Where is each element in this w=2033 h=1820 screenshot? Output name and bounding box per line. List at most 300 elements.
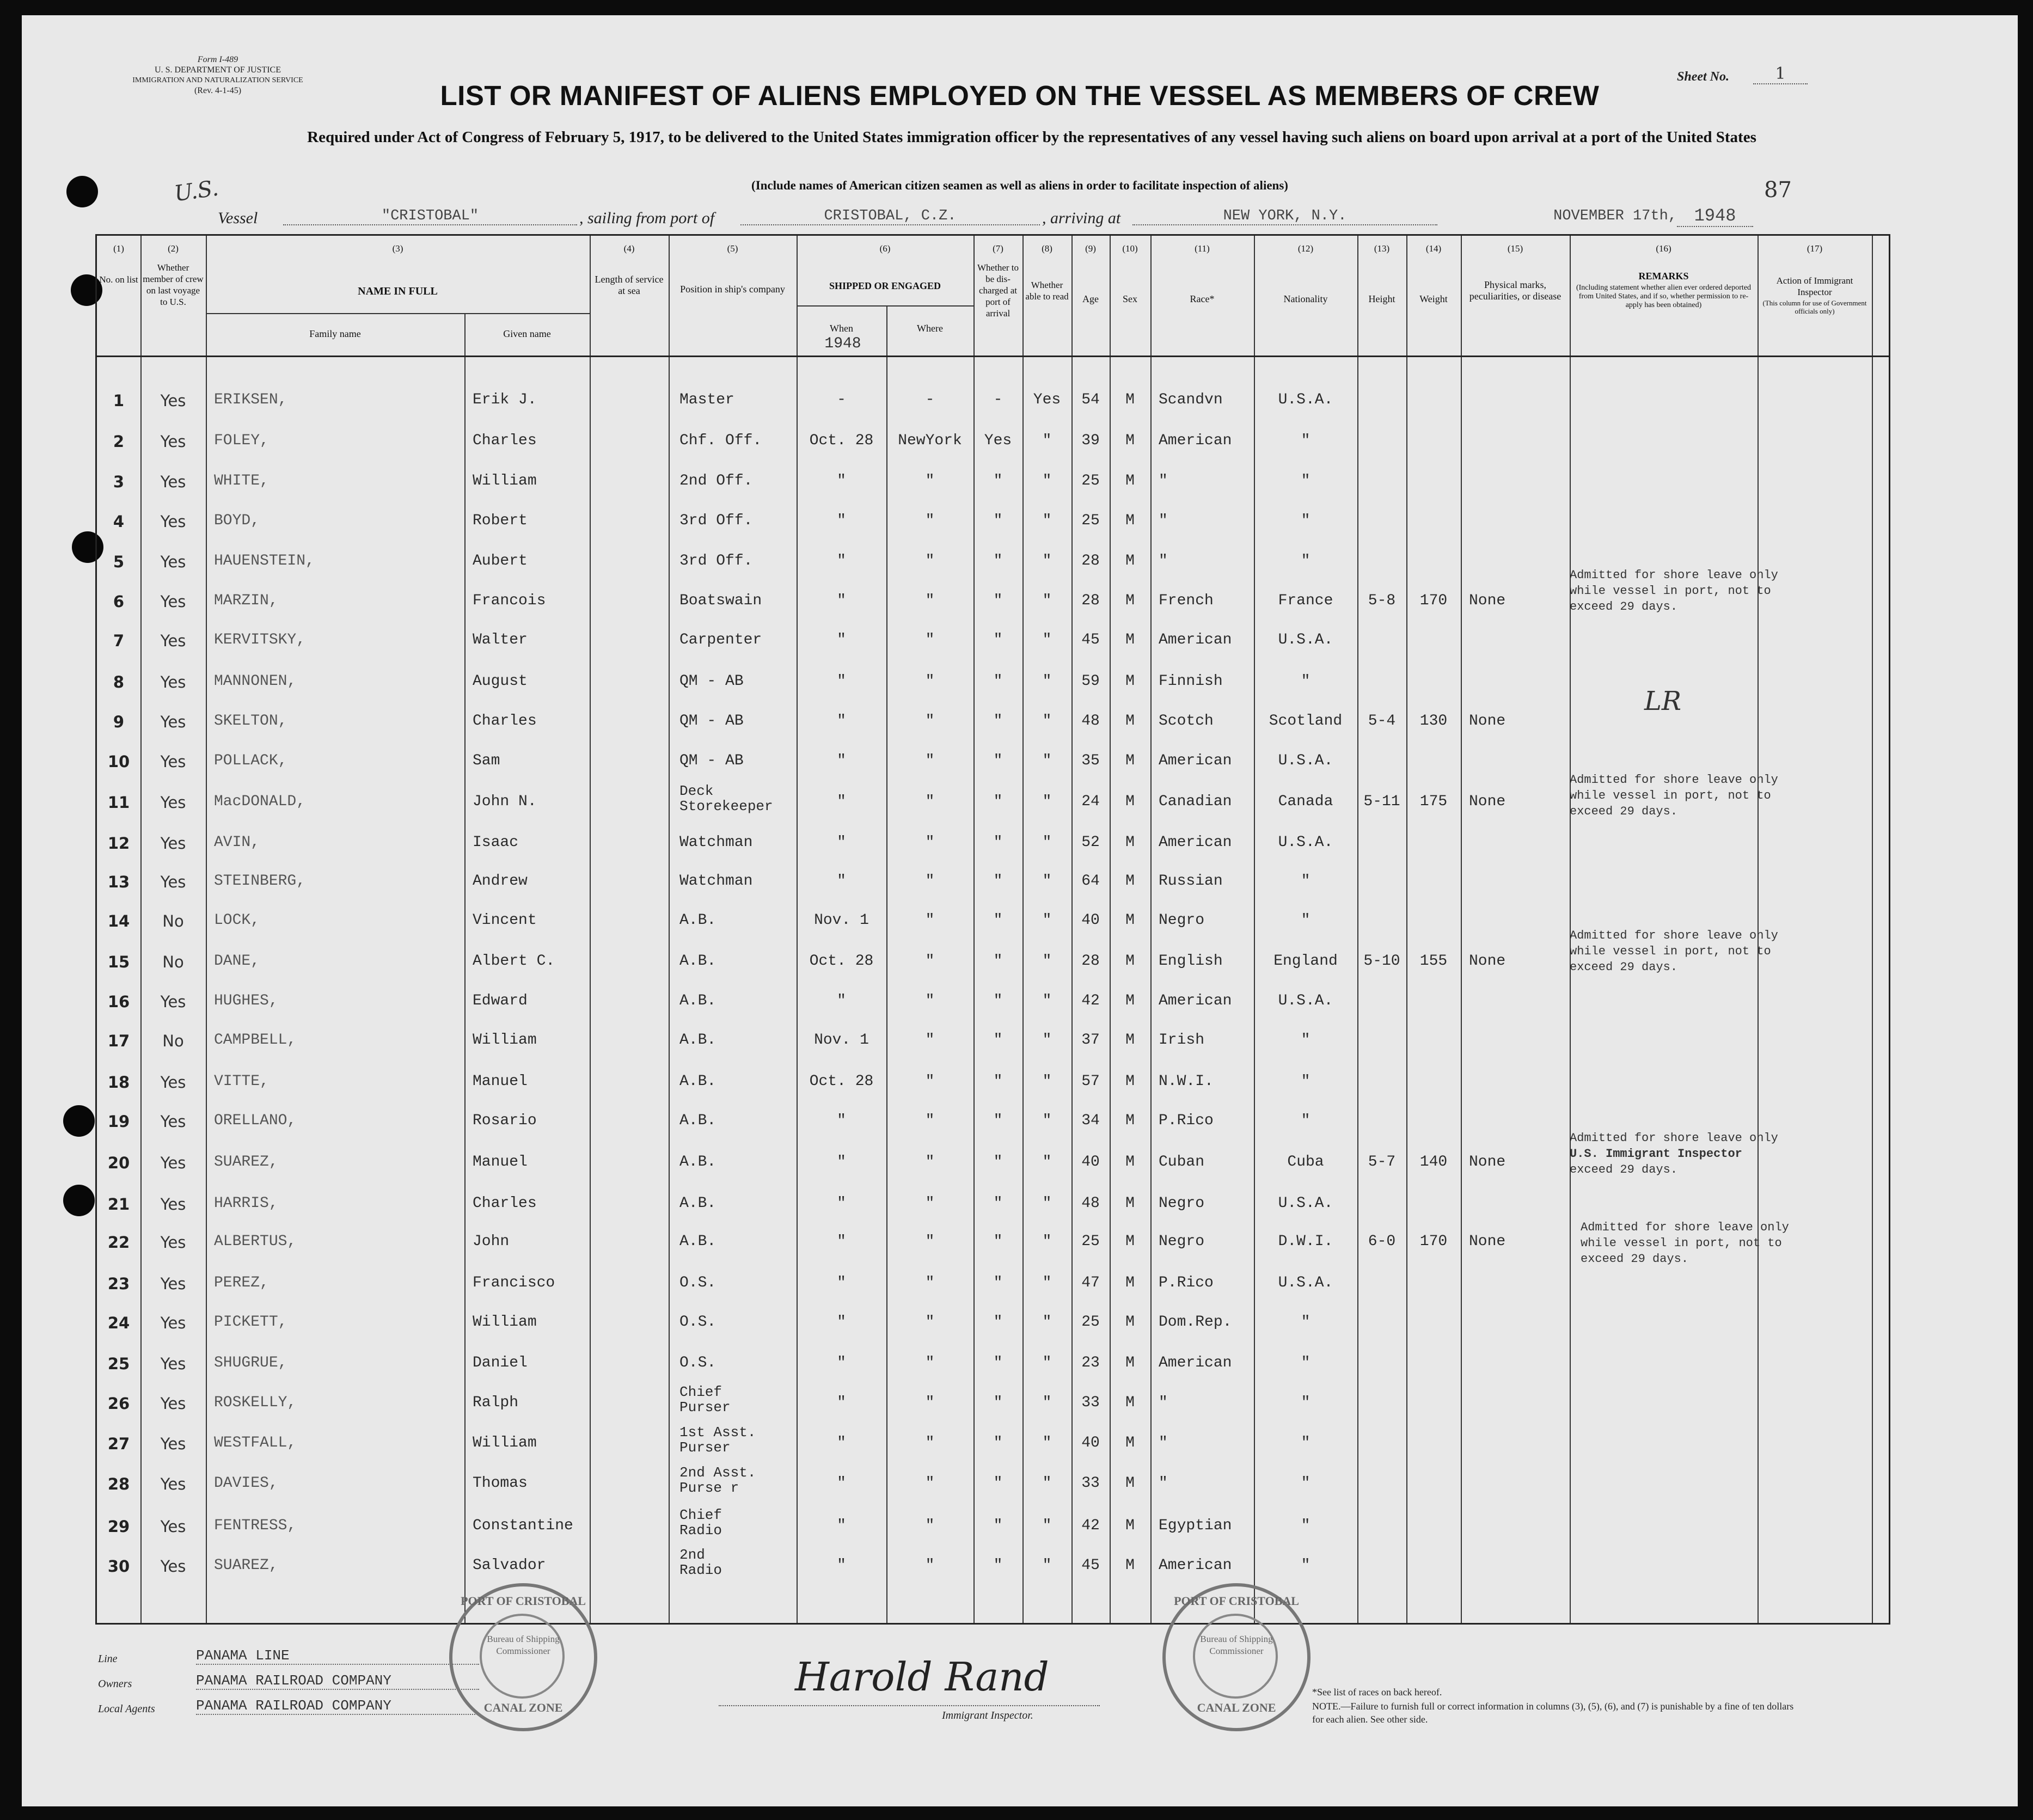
age: 48 (1081, 713, 1100, 730)
row-number: 13 (107, 873, 130, 891)
previous-voyage: Yes (160, 1073, 186, 1092)
column-number: (5) (727, 243, 738, 254)
able-to-read: " (1042, 1195, 1052, 1212)
shipped-where: " (925, 953, 935, 970)
shipped-when: " (837, 752, 846, 769)
previous-voyage: Yes (160, 873, 186, 891)
column-number: (1) (113, 243, 124, 254)
column-number: (8) (1042, 243, 1052, 254)
position: QM - AB (679, 673, 744, 690)
race: American (1159, 632, 1232, 648)
able-to-read: " (1042, 1314, 1052, 1331)
remark-line: while vessel in port, not to (1570, 584, 1771, 598)
able-to-read: " (1042, 1112, 1052, 1129)
nationality: " (1301, 1355, 1311, 1371)
table-row (97, 1424, 1889, 1469)
shipped-when: Nov. 1 (814, 912, 869, 929)
previous-voyage: No (162, 912, 184, 930)
given-name: Francisco (473, 1274, 555, 1291)
owners-label: Owners (98, 1678, 132, 1690)
position: QM - AB (679, 752, 744, 769)
inspector-label: Immigrant Inspector. (942, 1709, 1033, 1721)
nationality: " (1301, 1394, 1311, 1411)
row-number: 2 (113, 432, 125, 451)
nationality: " (1301, 1032, 1311, 1049)
header-able-to-read: Whether able to read (1025, 280, 1069, 302)
sex: M (1125, 1557, 1135, 1574)
height: 5-8 (1368, 592, 1396, 609)
able-to-read: " (1042, 553, 1052, 569)
given-name: William (473, 1435, 537, 1451)
shipped-where: " (925, 553, 935, 569)
position: Carpenter (679, 632, 762, 648)
position: Master (679, 391, 734, 408)
race: American (1159, 1355, 1232, 1371)
discharged: " (993, 793, 1003, 810)
shipped-where: " (925, 834, 935, 851)
race: " (1159, 512, 1168, 529)
remark-line: while vessel in port, not to (1581, 1236, 1782, 1250)
table-row (97, 1269, 1889, 1309)
weight: 175 (1419, 793, 1448, 810)
row-number: 4 (113, 512, 125, 531)
shipped-when: " (837, 992, 846, 1009)
able-to-read: " (1042, 912, 1052, 929)
given-name: Charles (473, 713, 537, 730)
given-name: Francois (473, 592, 546, 609)
previous-voyage: Yes (160, 1274, 186, 1293)
header-age: Age (1082, 293, 1099, 304)
shipped-where: " (925, 752, 935, 769)
seal-inner-text: Bureau of Shipping Commissioner (487, 1634, 560, 1656)
shipped-where: - (925, 391, 935, 408)
family-name: HAUENSTEIN, (214, 553, 315, 569)
shipped-where: " (925, 873, 935, 890)
nationality: " (1301, 1073, 1311, 1090)
sex: M (1125, 1274, 1135, 1291)
header-where: Where (917, 323, 943, 334)
row-number: 9 (113, 713, 125, 731)
family-name: PEREZ, (214, 1274, 269, 1291)
row-number: 19 (107, 1112, 130, 1131)
able-to-read: " (1042, 953, 1052, 970)
race: " (1159, 473, 1168, 489)
shipped-when: " (837, 873, 846, 890)
column-number: (12) (1297, 243, 1314, 254)
header-physical-marks: Physical marks, peculiarities, or disease (1469, 279, 1562, 302)
handwritten-us-mark: U.S. (173, 175, 221, 207)
position: A.B. (679, 953, 717, 970)
shipped-when: " (837, 1394, 846, 1411)
previous-voyage: Yes (160, 391, 186, 410)
previous-voyage: Yes (160, 512, 186, 531)
shipped-where: " (925, 1233, 935, 1250)
column-number: (9) (1085, 243, 1096, 254)
row-number: 28 (107, 1475, 130, 1493)
sex: M (1125, 592, 1135, 609)
row-number: 15 (107, 953, 130, 971)
age: 34 (1081, 1112, 1100, 1129)
vessel-label: Vessel (218, 209, 258, 227)
given-name: Vincent (473, 912, 537, 929)
able-to-read: Yes (1033, 391, 1061, 408)
family-name: HUGHES, (214, 992, 278, 1009)
given-name: Daniel (473, 1355, 528, 1371)
age: 28 (1081, 953, 1100, 970)
sex: M (1125, 1314, 1135, 1331)
race: American (1159, 834, 1232, 851)
header-when: When (830, 323, 853, 334)
header-action-note: (This column for use of Government officials only) (1762, 299, 1867, 315)
weight: 155 (1419, 953, 1448, 970)
shipped-where: " (925, 1557, 935, 1574)
able-to-read: " (1042, 1274, 1052, 1291)
position: Deck Storekeeper (679, 783, 773, 814)
family-name: KERVITSKY, (214, 632, 306, 648)
able-to-read: " (1042, 1032, 1052, 1049)
row-number: 29 (107, 1517, 130, 1536)
given-name: Manuel (473, 1154, 528, 1171)
nationality: " (1301, 473, 1311, 489)
table-row (97, 987, 1889, 1027)
race: American (1159, 432, 1232, 449)
shipped-where: NewYork (898, 432, 962, 449)
discharged: " (993, 992, 1003, 1009)
previous-voyage: Yes (160, 1517, 186, 1536)
shipped-when: " (837, 1195, 846, 1212)
family-name: BOYD, (214, 512, 260, 529)
discharged: " (993, 1314, 1003, 1331)
able-to-read: " (1042, 1475, 1052, 1492)
position: 3rd Off. (679, 553, 753, 569)
previous-voyage: No (162, 1032, 184, 1050)
discharged: " (993, 673, 1003, 690)
nationality: Cuba (1287, 1154, 1324, 1171)
physical-marks: None (1469, 1154, 1506, 1171)
row-number: 17 (107, 1032, 130, 1050)
table-row (97, 1547, 1889, 1592)
column-number: (17) (1807, 243, 1823, 254)
discharged: - (993, 391, 1003, 408)
position: A.B. (679, 1073, 717, 1090)
weight: 170 (1419, 1233, 1448, 1250)
table-row (97, 1464, 1889, 1510)
sex: M (1125, 752, 1135, 769)
physical-marks: None (1469, 953, 1506, 970)
weight: 130 (1419, 713, 1448, 730)
table-row (97, 507, 1889, 547)
position: Watchman (679, 834, 753, 851)
remark-line: Admitted for shore leave only (1570, 568, 1778, 582)
table-row (97, 1349, 1889, 1389)
family-name: PICKETT, (214, 1314, 287, 1331)
shipped-where: " (925, 592, 935, 609)
shipped-where: " (925, 1517, 935, 1534)
header-discharged: Whether to be dis-charged at port of arrival (977, 262, 1019, 318)
owners-value: PANAMA RAILROAD COMPANY (196, 1672, 479, 1690)
arrival-port: NEW YORK, N.Y. (1132, 208, 1437, 225)
position: Watchman (679, 873, 753, 890)
age: 48 (1081, 1195, 1100, 1212)
shipped-when: Oct. 28 (809, 432, 874, 449)
previous-voyage: Yes (160, 553, 186, 571)
age: 28 (1081, 553, 1100, 569)
position: O.S. (679, 1355, 717, 1371)
given-name: Salvador (473, 1557, 546, 1574)
physical-marks: None (1469, 592, 1506, 609)
able-to-read: " (1042, 592, 1052, 609)
weight: 140 (1419, 1154, 1448, 1171)
shipped-where: " (925, 793, 935, 810)
row-number: 12 (107, 834, 130, 853)
sex: M (1125, 1475, 1135, 1492)
race: Russian (1159, 873, 1223, 890)
family-name: CAMPBELL, (214, 1032, 297, 1049)
previous-voyage: No (162, 953, 184, 971)
height: 5-10 (1363, 953, 1400, 970)
race: Egyptian (1159, 1517, 1232, 1534)
remark-line: Admitted for shore leave only (1570, 929, 1778, 942)
sheet-number-value: 1 (1753, 64, 1808, 84)
shipped-year: 1948 (824, 335, 861, 352)
able-to-read: " (1042, 432, 1052, 449)
given-name: Andrew (473, 873, 528, 890)
shipped-where: " (925, 992, 935, 1009)
able-to-read: " (1042, 992, 1052, 1009)
shipped-where: " (925, 1355, 935, 1371)
seal-text: PORT OF CRISTOBAL (461, 1594, 586, 1608)
column-number: (13) (1374, 243, 1390, 254)
previous-voyage: Yes (160, 473, 186, 491)
given-name: Edward (473, 992, 528, 1009)
column-number: (6) (879, 243, 891, 254)
family-name: AVIN, (214, 834, 260, 851)
remark-line: exceed 29 days. (1570, 1163, 1678, 1176)
able-to-read: " (1042, 1154, 1052, 1171)
shipped-where: " (925, 713, 935, 730)
table-row (97, 707, 1889, 747)
race: Cuban (1159, 1154, 1205, 1171)
family-name: WESTFALL, (214, 1435, 297, 1451)
previous-voyage: Yes (160, 1314, 186, 1332)
position: A.B. (679, 1032, 717, 1049)
row-number: 11 (107, 793, 130, 812)
nationality: U.S.A. (1278, 1274, 1333, 1291)
family-name: SKELTON, (214, 713, 287, 730)
discharged: " (993, 1073, 1003, 1090)
shipped-where: " (925, 632, 935, 648)
remark-row-11 (1570, 772, 1778, 819)
form-id: Form I-489 (197, 55, 238, 64)
family-name: WHITE, (214, 473, 269, 489)
given-name: Erik J. (473, 391, 537, 408)
sex: M (1125, 953, 1135, 970)
revision: (Rev. 4-1-45) (194, 86, 242, 95)
shipped-when: " (837, 713, 846, 730)
row-number: 18 (107, 1073, 130, 1092)
shipped-where: " (925, 1475, 935, 1492)
shipped-where: " (925, 912, 935, 929)
discharged: " (993, 1233, 1003, 1250)
nationality: " (1301, 1475, 1311, 1492)
header-no-on-list: No. on list (99, 274, 138, 285)
given-name: Ralph (473, 1394, 519, 1411)
row-number: 23 (107, 1274, 130, 1293)
column-number: (4) (623, 243, 635, 254)
family-name: VITTE, (214, 1073, 269, 1090)
nationality: U.S.A. (1278, 391, 1333, 408)
shipped-when: " (837, 834, 846, 851)
remark-line: exceed 29 days. (1570, 600, 1678, 614)
previous-voyage: Yes (160, 632, 186, 650)
sex: M (1125, 512, 1135, 529)
nationality: " (1301, 1557, 1311, 1574)
header-weight: Weight (1419, 293, 1448, 304)
position: QM - AB (679, 713, 744, 730)
weight: 170 (1419, 592, 1448, 609)
nationality: U.S.A. (1278, 992, 1333, 1009)
sex: M (1125, 1195, 1135, 1212)
shipped-when: " (837, 1154, 846, 1171)
seal-text: PORT OF CRISTOBAL (1174, 1594, 1299, 1608)
remark-line: while vessel in port, not to (1570, 945, 1771, 958)
able-to-read: " (1042, 752, 1052, 769)
given-name: Sam (473, 752, 500, 769)
age: 33 (1081, 1475, 1100, 1492)
shipped-where: " (925, 1195, 935, 1212)
column-number: (10) (1122, 243, 1138, 254)
port-label: , sailing from port of (579, 209, 715, 227)
family-name: DAVIES, (214, 1475, 278, 1492)
age: 54 (1081, 391, 1100, 408)
family-name: ALBERTUS, (214, 1233, 297, 1250)
family-name: SUAREZ, (214, 1154, 278, 1171)
shipped-where: " (925, 1032, 935, 1049)
family-name: STEINBERG, (214, 873, 306, 890)
position: 2nd Off. (679, 473, 753, 489)
age: 40 (1081, 912, 1100, 929)
position: O.S. (679, 1314, 717, 1331)
remark-line: Admitted for shore leave only (1570, 1131, 1778, 1145)
age: 23 (1081, 1355, 1100, 1371)
shipped-when: Oct. 28 (809, 953, 874, 970)
shipped-where: " (925, 1314, 935, 1331)
position: A.B. (679, 912, 717, 929)
able-to-read: " (1042, 512, 1052, 529)
races-note: *See list of races on back hereof. (1312, 1687, 1442, 1698)
discharged: " (993, 873, 1003, 890)
discharged: " (993, 953, 1003, 970)
given-name: John N. (473, 793, 537, 810)
age: 59 (1081, 673, 1100, 690)
shipped-when: " (837, 1314, 846, 1331)
row-number: 20 (107, 1154, 130, 1172)
previous-voyage: Yes (160, 1557, 186, 1576)
row-number: 7 (113, 632, 125, 650)
inspector-signature: Harold Rand (795, 1654, 1049, 1700)
family-name: POLLACK, (214, 752, 287, 769)
position: O.S. (679, 1274, 717, 1291)
line-value: PANAMA LINE (196, 1647, 479, 1665)
sex: M (1125, 1517, 1135, 1534)
table-row (97, 427, 1889, 467)
discharged: " (993, 1032, 1003, 1049)
row-number: 26 (107, 1394, 130, 1413)
able-to-read: " (1042, 1394, 1052, 1411)
height: 5-11 (1363, 793, 1400, 810)
given-name: John (473, 1233, 510, 1250)
punch-hole (63, 1105, 95, 1137)
shipped-when: " (837, 1112, 846, 1129)
arriving-label: , arriving at (1042, 209, 1121, 227)
manifest-sheet (22, 15, 2018, 1806)
given-name: Aubert (473, 553, 528, 569)
fine-note: NOTE.—Failure to furnish full or correct information in columns (3), (5), (6), and (7) is punishable by a fine of ten dollars for each alien. See other side. (1312, 1701, 1794, 1725)
given-name: Isaac (473, 834, 519, 851)
discharged: " (993, 1112, 1003, 1129)
previous-voyage: Yes (160, 1154, 186, 1172)
shipped-when: " (837, 592, 846, 609)
discharged: " (993, 1195, 1003, 1212)
remark-line: Admitted for shore leave only (1581, 1221, 1789, 1234)
physical-marks: None (1469, 1233, 1506, 1250)
race: American (1159, 752, 1232, 769)
remark-line: exceed 29 days. (1570, 960, 1678, 974)
able-to-read: " (1042, 1073, 1052, 1090)
row-number: 21 (107, 1195, 130, 1214)
table-row (97, 1384, 1889, 1429)
previous-voyage: Yes (160, 1233, 186, 1252)
race: Negro (1159, 1233, 1205, 1250)
age: 40 (1081, 1435, 1100, 1451)
able-to-read: " (1042, 873, 1052, 890)
shipped-when: " (837, 1355, 846, 1371)
given-name: William (473, 473, 537, 489)
family-name: FENTRESS, (214, 1517, 297, 1534)
shipped-when: " (837, 632, 846, 648)
given-name: Rosario (473, 1112, 537, 1129)
shipped-when: " (837, 793, 846, 810)
discharged: " (993, 834, 1003, 851)
sex: M (1125, 793, 1135, 810)
header-shipped-or-engaged: SHIPPED OR ENGAGED (829, 280, 941, 291)
given-name: Thomas (473, 1475, 528, 1492)
nationality: " (1301, 1314, 1311, 1331)
discharged: " (993, 1274, 1003, 1291)
sex: M (1125, 632, 1135, 648)
able-to-read: " (1042, 1517, 1052, 1534)
able-to-read: " (1042, 473, 1052, 489)
sex: M (1125, 1154, 1135, 1171)
shipped-when: Oct. 28 (809, 1073, 874, 1090)
age: 28 (1081, 592, 1100, 609)
remark-row-15 (1570, 928, 1778, 975)
column-number: (14) (1425, 243, 1442, 254)
able-to-read: " (1042, 834, 1052, 851)
sex: M (1125, 553, 1135, 569)
shipped-when: Nov. 1 (814, 1032, 869, 1049)
race: " (1159, 1394, 1168, 1411)
age: 45 (1081, 1557, 1100, 1574)
shipped-when: " (837, 673, 846, 690)
race: " (1159, 1475, 1168, 1492)
age: 40 (1081, 1154, 1100, 1171)
age: 37 (1081, 1032, 1100, 1049)
nationality: Canada (1278, 793, 1333, 810)
table-row (97, 1308, 1889, 1349)
shipped-when: " (837, 1475, 846, 1492)
column-number: (16) (1656, 243, 1671, 254)
